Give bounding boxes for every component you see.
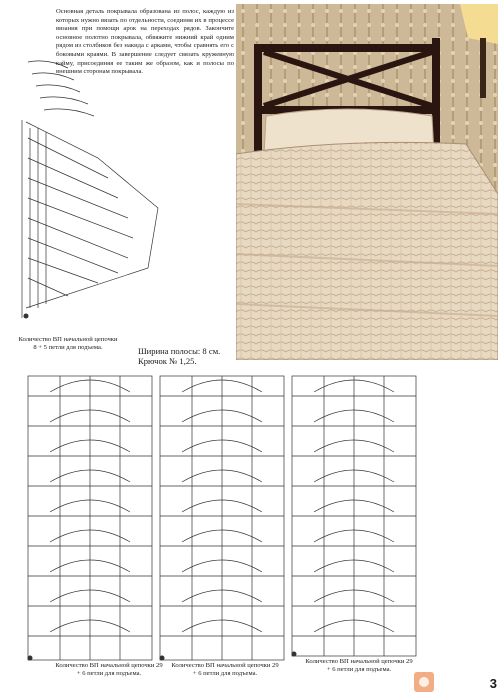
strip-1: [28, 376, 152, 660]
strip-stitch-diagram: [20, 372, 480, 668]
chain-count-note-strip-2: Количество ВП начальной цепочки 29 + 6 петли для подъема.: [171, 662, 279, 677]
chain-count-note-top: Количество ВП начальной цепочки 8 + 5 петли для подъема.: [18, 336, 118, 351]
page-number: 3: [489, 676, 497, 691]
watermark-logo: [414, 672, 434, 692]
intro-text: Основная деталь покрывала образована из полос, каждую из которых нужно вязать по отдельности, соединяя их в процессе вязания при помощи арок на переходах рядов. Закончите основное полотно покрывала, обвяжите нижний край одним рядом из столбиков без накида с арками, чтобы сравнять его с боковыми краями. В завершение следует связать кружевную кайму, присоединяя ее таким же образом, как и полосы по внешним сторонам покрывала.: [56, 8, 234, 76]
chain-count-note-strip-3: Количество ВП начальной цепочки 29 + 6 петли для подъема.: [305, 658, 413, 673]
edging-stitch-diagram: [18, 58, 168, 338]
chain-count-note-strip-1: Количество ВП начальной цепочки 29 + 6 петли для подъема.: [55, 662, 163, 677]
strip-3: [292, 376, 416, 656]
strip-2: [160, 376, 284, 660]
hook-size: Крючок № 1,25.: [138, 356, 197, 366]
size-info: [138, 346, 220, 366]
bedspread-photo: [236, 4, 498, 360]
strip-width: Ширина полосы: 8 см.: [138, 346, 221, 356]
bedspread: [236, 142, 498, 360]
